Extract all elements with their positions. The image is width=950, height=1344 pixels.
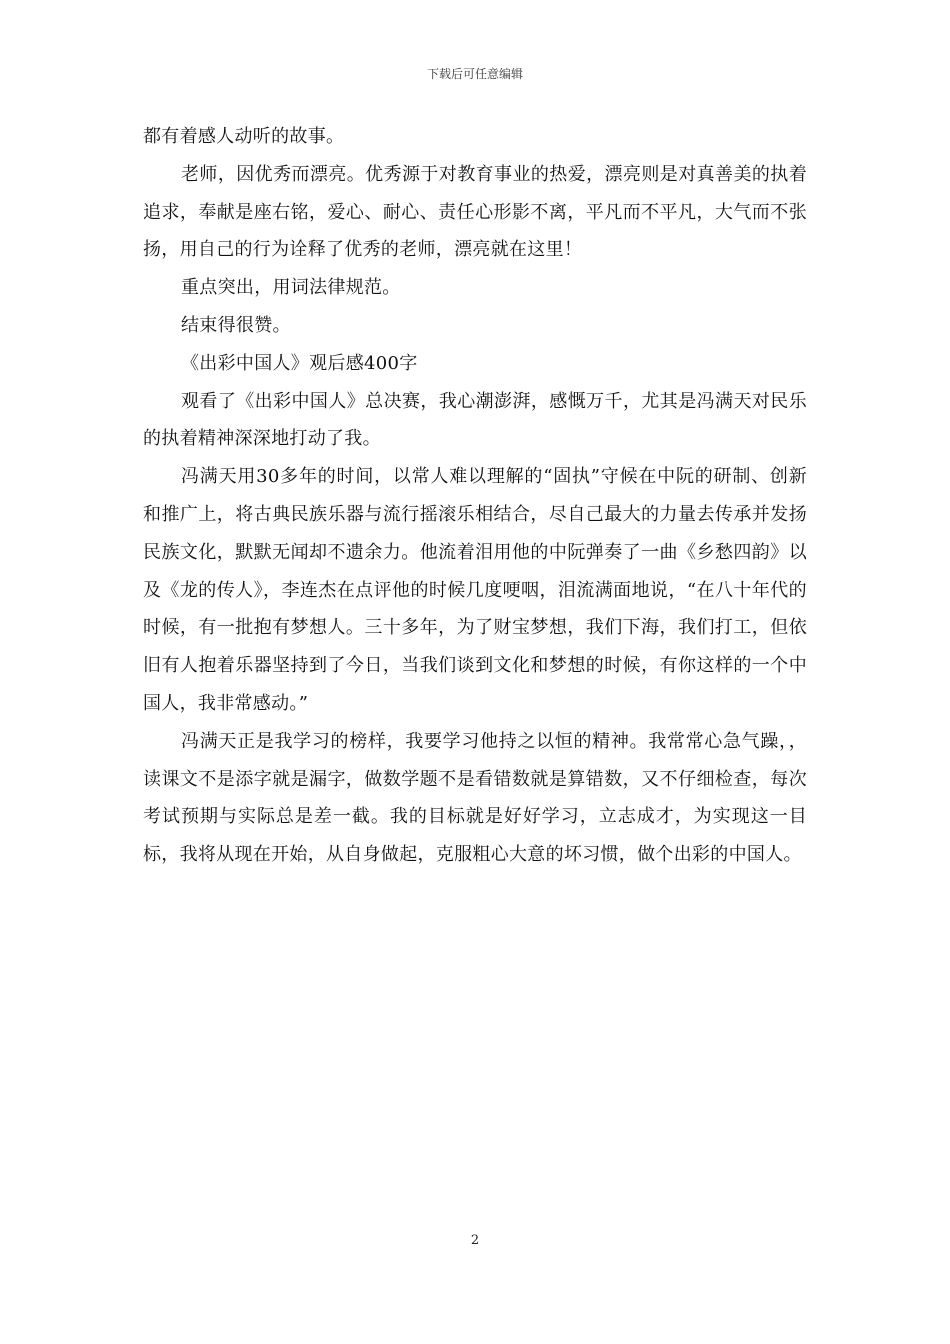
paragraph-feng-mantian: 冯满天用30多年的时间，以常人难以理解的“固执”守候在中阮的研制、创新和推广上，将古典民族乐器与流行摇滚乐相结合，尽自己最大的力量去传承并发扬民族文化，默默无闻却不遗余力。他流着泪用他的中阮弹奏了一曲《乡愁四韵》以及《龙的传人》，李连杰在点评他的时候几度哽咽，泪流满面地说，“在八十年代的时候，有一批抱有梦想人。三十多年，为了财宝梦想，我们下海，我们打工，但依旧有人抱着乐器坚持到了今日，当我们谈到文化和梦想的时候，有你这样的一个中国人，我非常感动。” <box>143 466 807 714</box>
paragraph-teacher: 老师，因优秀而漂亮。优秀源于对教育事业的热爱，漂亮则是对真善美的执着追求，奉献是座右铭，爱心、耐心、责任心形影不离，平凡而不平凡，大气而不张扬，用自己的行为诠释了优秀的老师，漂亮就在这里！ <box>143 163 807 261</box>
page-number: 2 <box>470 1233 480 1248</box>
paragraph-intro: 观看了《出彩中国人》总决赛，我心潮澎湃，感慨万千，尤其是冯满天对民乐的执着精神深深地打动了我。 <box>143 390 807 450</box>
page-header: 下载后可任意编辑 <box>426 67 523 81</box>
essay-title: 《出彩中国人》观后感400字 <box>181 352 418 374</box>
paragraph-continuation: 都有着感人动听的故事。 <box>143 126 345 147</box>
document-body <box>143 118 807 874</box>
paragraph-comment-wording: 重点突出，用词法律规范。 <box>181 277 401 299</box>
paragraph-comment-ending: 结束得很赞。 <box>181 314 291 336</box>
paragraph-role-model: 冯满天正是我学习的榜样，我要学习他持之以恒的精神。我常常心急气躁，，读课文不是添字就是漏字，做数学题不是看错数就是算错数，又不仔细检查，每次考试预期与实际总是差一截。我的目标就是好好学习，立志成才，为实现这一目标，我将从现在开始，从自身做起，克服粗心大意的坏习惯，做个出彩的中国人。 <box>143 730 807 866</box>
